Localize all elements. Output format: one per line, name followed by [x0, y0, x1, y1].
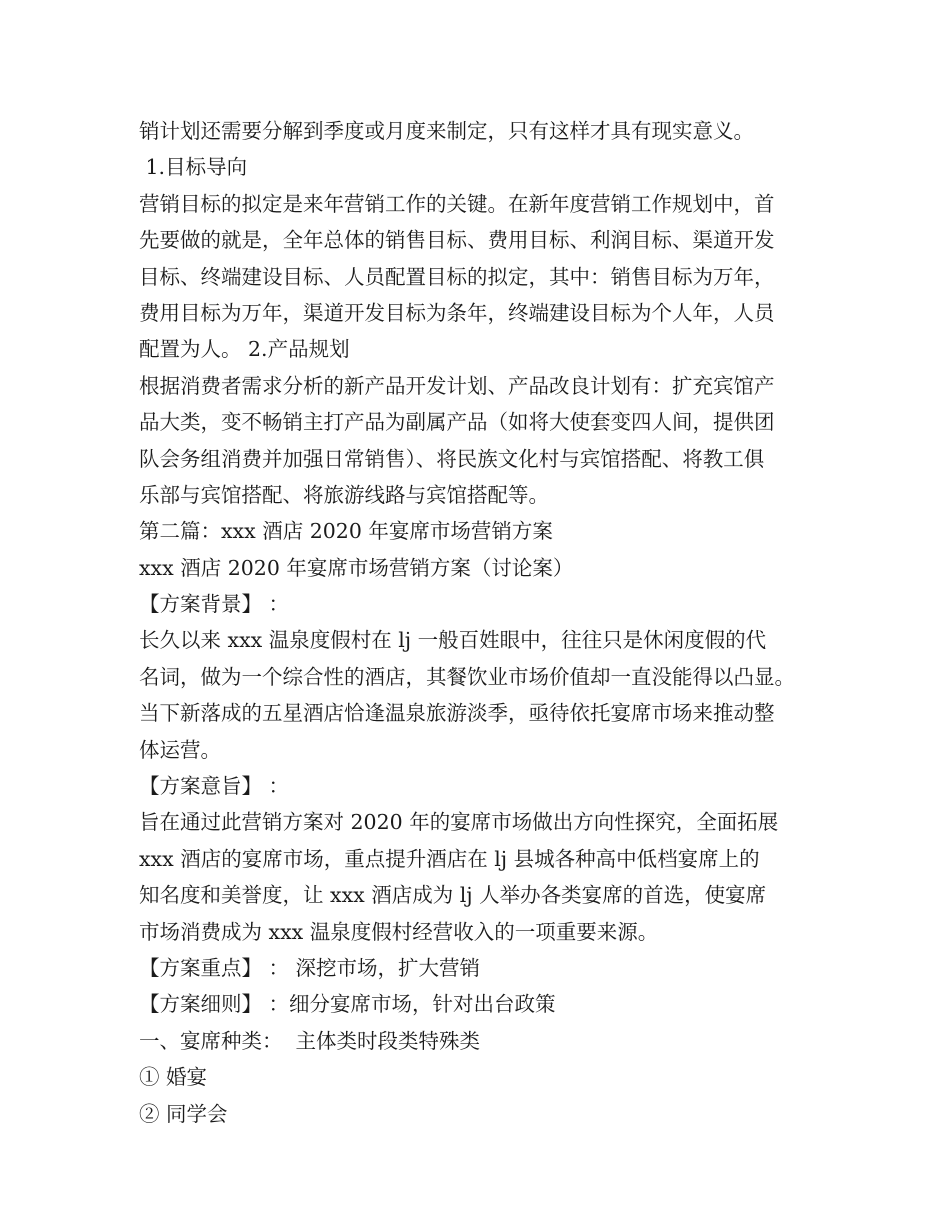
text-line: 名词，做为一个综合性的酒店，其餐饮业市场价值却一直没能得以凸显。 [139, 664, 795, 689]
section-label-focus: 【方案重点】 ： 深挖市场，扩大营销 [139, 955, 481, 980]
text-line: 销计划还需要分解到季度或月度来制定，只有这样才具有现实意义。 [139, 119, 754, 143]
text-line: 知名度和美誉度，让 xxx 酒店成为 lj 人举办各类宴席的首选，使宴席 [139, 883, 767, 908]
text-line: 市场消费成为 xxx 温泉度假村经营收入的一项重要来源。 [139, 919, 659, 944]
text-line: 旨在通过此营销方案对 2020 年的宴席市场做出方向性探究，全面拓展 [139, 810, 779, 835]
text-line: 营销目标的拟定是来年营销工作的关键。在新年度营销工作规划中，首 [139, 191, 775, 216]
section-label-purpose: 【方案意旨】 ： [139, 774, 290, 799]
text-line: 乐部与宾馆搭配、将旅游线路与宾馆搭配等。 [139, 482, 549, 507]
text-line: 先要做的就是，全年总体的销售目标、费用目标、利润目标、渠道开发 [139, 228, 775, 253]
document-subtitle: xxx 酒店 2020 年宴席市场营销方案（讨论案） [139, 555, 574, 580]
section-label-background: 【方案背景】 ： [139, 592, 290, 617]
text-line: 品大类，变不畅销主打产品为副属产品（如将大使套变四人间，提供团 [139, 410, 775, 435]
text-line: 费用目标为万年，渠道开发目标为条年，终端建设目标为个人年，人员 [139, 300, 775, 325]
chapter-title: 第二篇：xxx 酒店 2020 年宴席市场营销方案 [139, 519, 553, 544]
list-item: ① 婚宴 [139, 1065, 208, 1090]
list-item: ② 同学会 [139, 1101, 228, 1126]
text-line: 配置为人。 2.产品规划 [139, 337, 350, 362]
text-line: 目标、终端建设目标、人员配置目标的拟定，其中：销售目标为万年， [139, 264, 775, 289]
text-line: 根据消费者需求分析的新产品开发计划、产品改良计划有：扩充宾馆产 [139, 373, 775, 398]
list-heading-banquet-types: 一、宴席种类： 主体类时段类特殊类 [139, 1028, 481, 1053]
text-line: 队会务组消费并加强日常销售）、将民族文化村与宾馆搭配、将教工俱 [139, 446, 765, 471]
text-line: 长久以来 xxx 温泉度假村在 lj 一般百姓眼中，往往只是休闲度假的代 [139, 628, 767, 653]
text-line: 当下新落成的五星酒店恰逢温泉旅游淡季，亟待依托宴席市场来推动整 [139, 701, 775, 726]
text-line: 体运营。 [139, 737, 221, 762]
text-line: xxx 酒店的宴席市场，重点提升酒店在 lj 县城各种高中低档宴席上的 [139, 846, 760, 871]
document-body [139, 113, 839, 1132]
section-label-details: 【方案细则】 ：细分宴席市场，针对出台政策 [139, 992, 556, 1017]
section-heading: 1.目标导向 [139, 155, 248, 180]
